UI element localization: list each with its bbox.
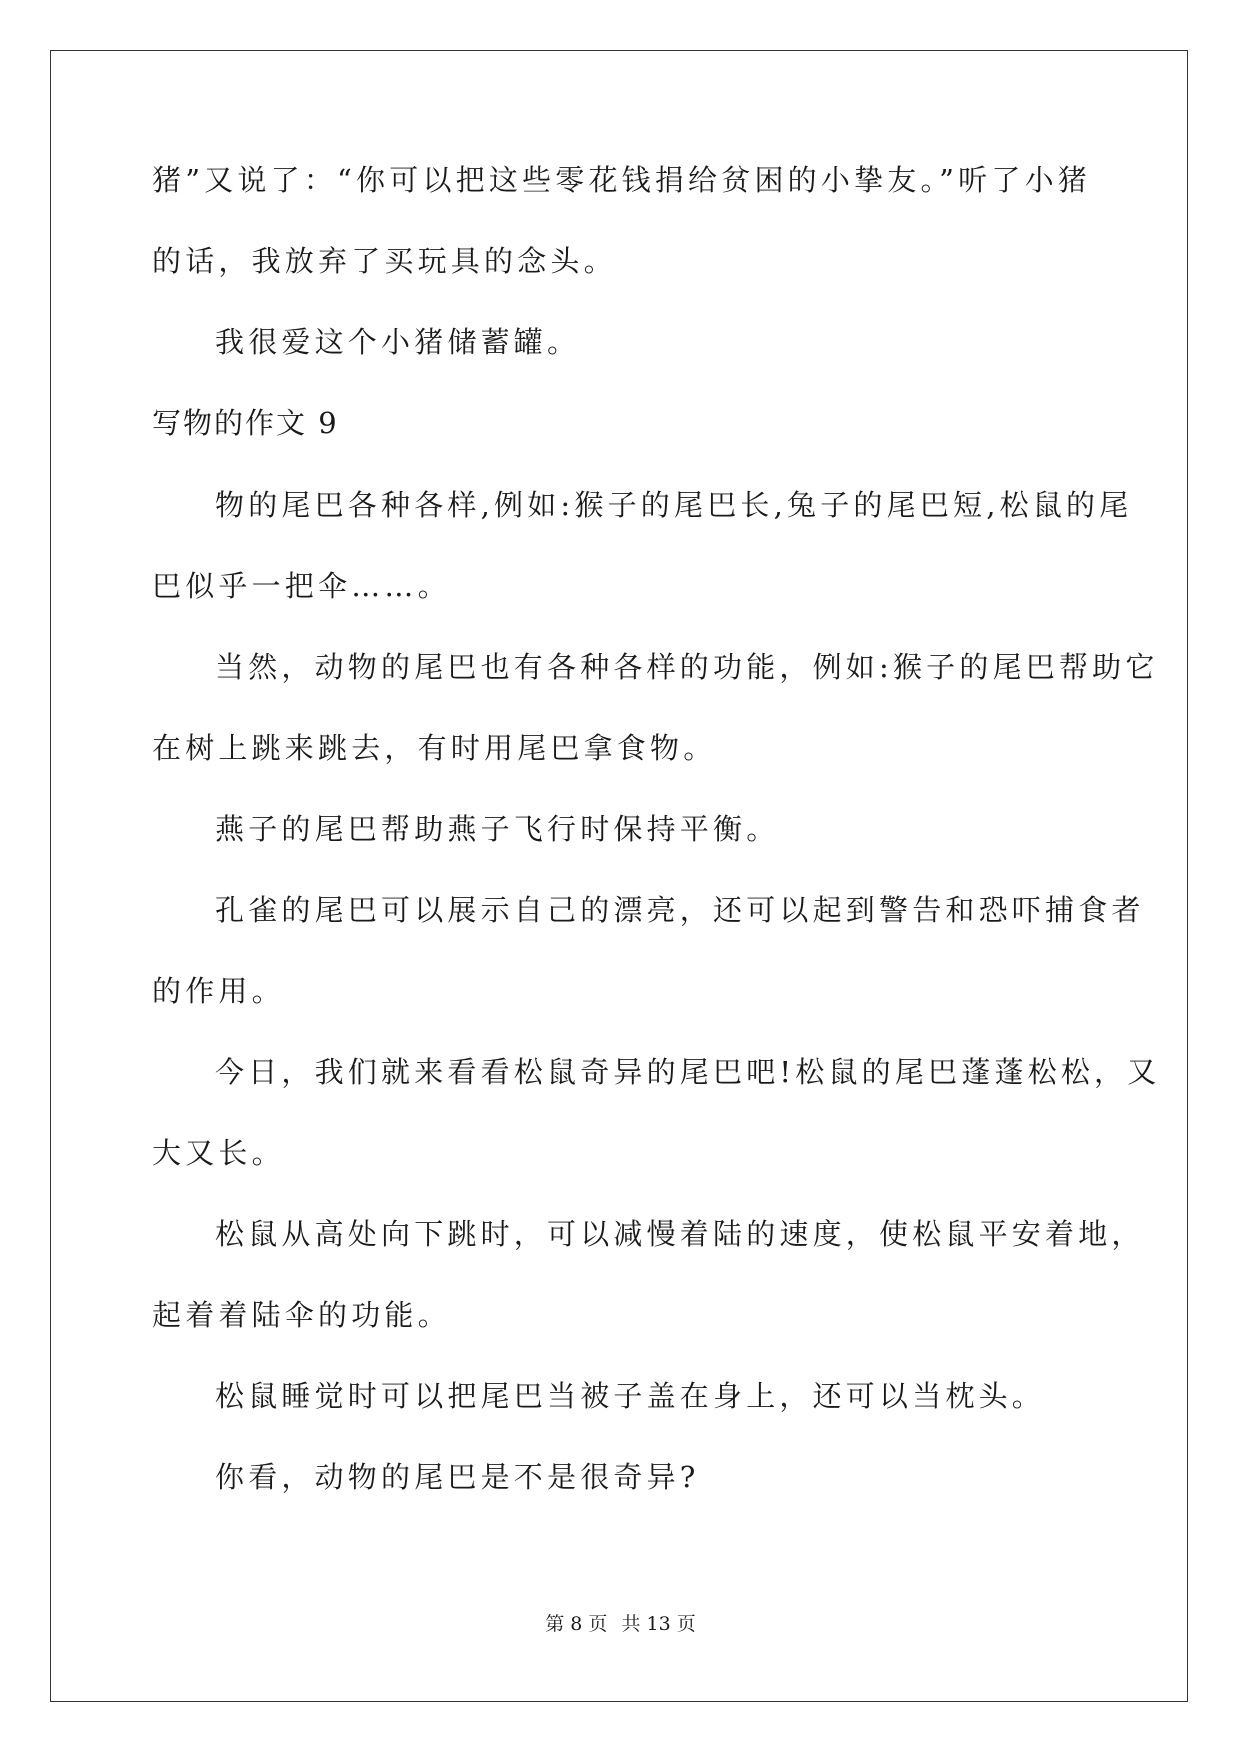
text-line: 松鼠从高处向下跳时，可以减慢着陆的速度，使松鼠平安着地，	[215, 1217, 1145, 1251]
page-number: 第 8 页	[545, 1613, 608, 1635]
paragraph: 燕子的尾巴帮助燕子飞行时保持平衡。	[215, 812, 780, 846]
text-line: 的作用。	[152, 974, 285, 1008]
paragraph: 你看，动物的尾巴是不是很奇异?	[215, 1460, 700, 1494]
text-line: 大又长。	[152, 1136, 285, 1170]
text-line: 起着着陆伞的功能。	[152, 1298, 451, 1332]
text-line: 孔雀的尾巴可以展示自己的漂亮，还可以起到警告和恐吓捕食者	[215, 893, 1145, 927]
text-line: 在树上跳来跳去，有时用尾巴拿食物。	[152, 731, 717, 765]
paragraph: 松鼠睡觉时可以把尾巴当被子盖在身上，还可以当枕头。	[215, 1379, 1046, 1413]
text-line: 物的尾巴各种各样,例如:猴子的尾巴长,兔子的尾巴短,松鼠的尾	[215, 488, 1133, 522]
page-footer	[0, 1612, 1241, 1636]
text-line: 的话，我放弃了买玩具的念头。	[152, 244, 617, 278]
page-frame	[50, 50, 1188, 1702]
text-line: 今日，我们就来看看松鼠奇异的尾巴吧!松鼠的尾巴蓬蓬松松，又	[215, 1055, 1161, 1089]
text-line: 巴似乎一把伞……。	[152, 569, 451, 603]
paragraph: 我很爱这个小猪储蓄罐。	[215, 325, 581, 359]
text-line: 猪”又说了：“你可以把这些零花钱捐给贫困的小挚友。”听了小猪	[152, 163, 1091, 197]
text-line: 当然，动物的尾巴也有各种各样的功能，例如:猴子的尾巴帮助它	[215, 650, 1159, 684]
section-heading: 写物的作文 9	[152, 406, 339, 440]
page-total: 共 13 页	[621, 1613, 696, 1635]
